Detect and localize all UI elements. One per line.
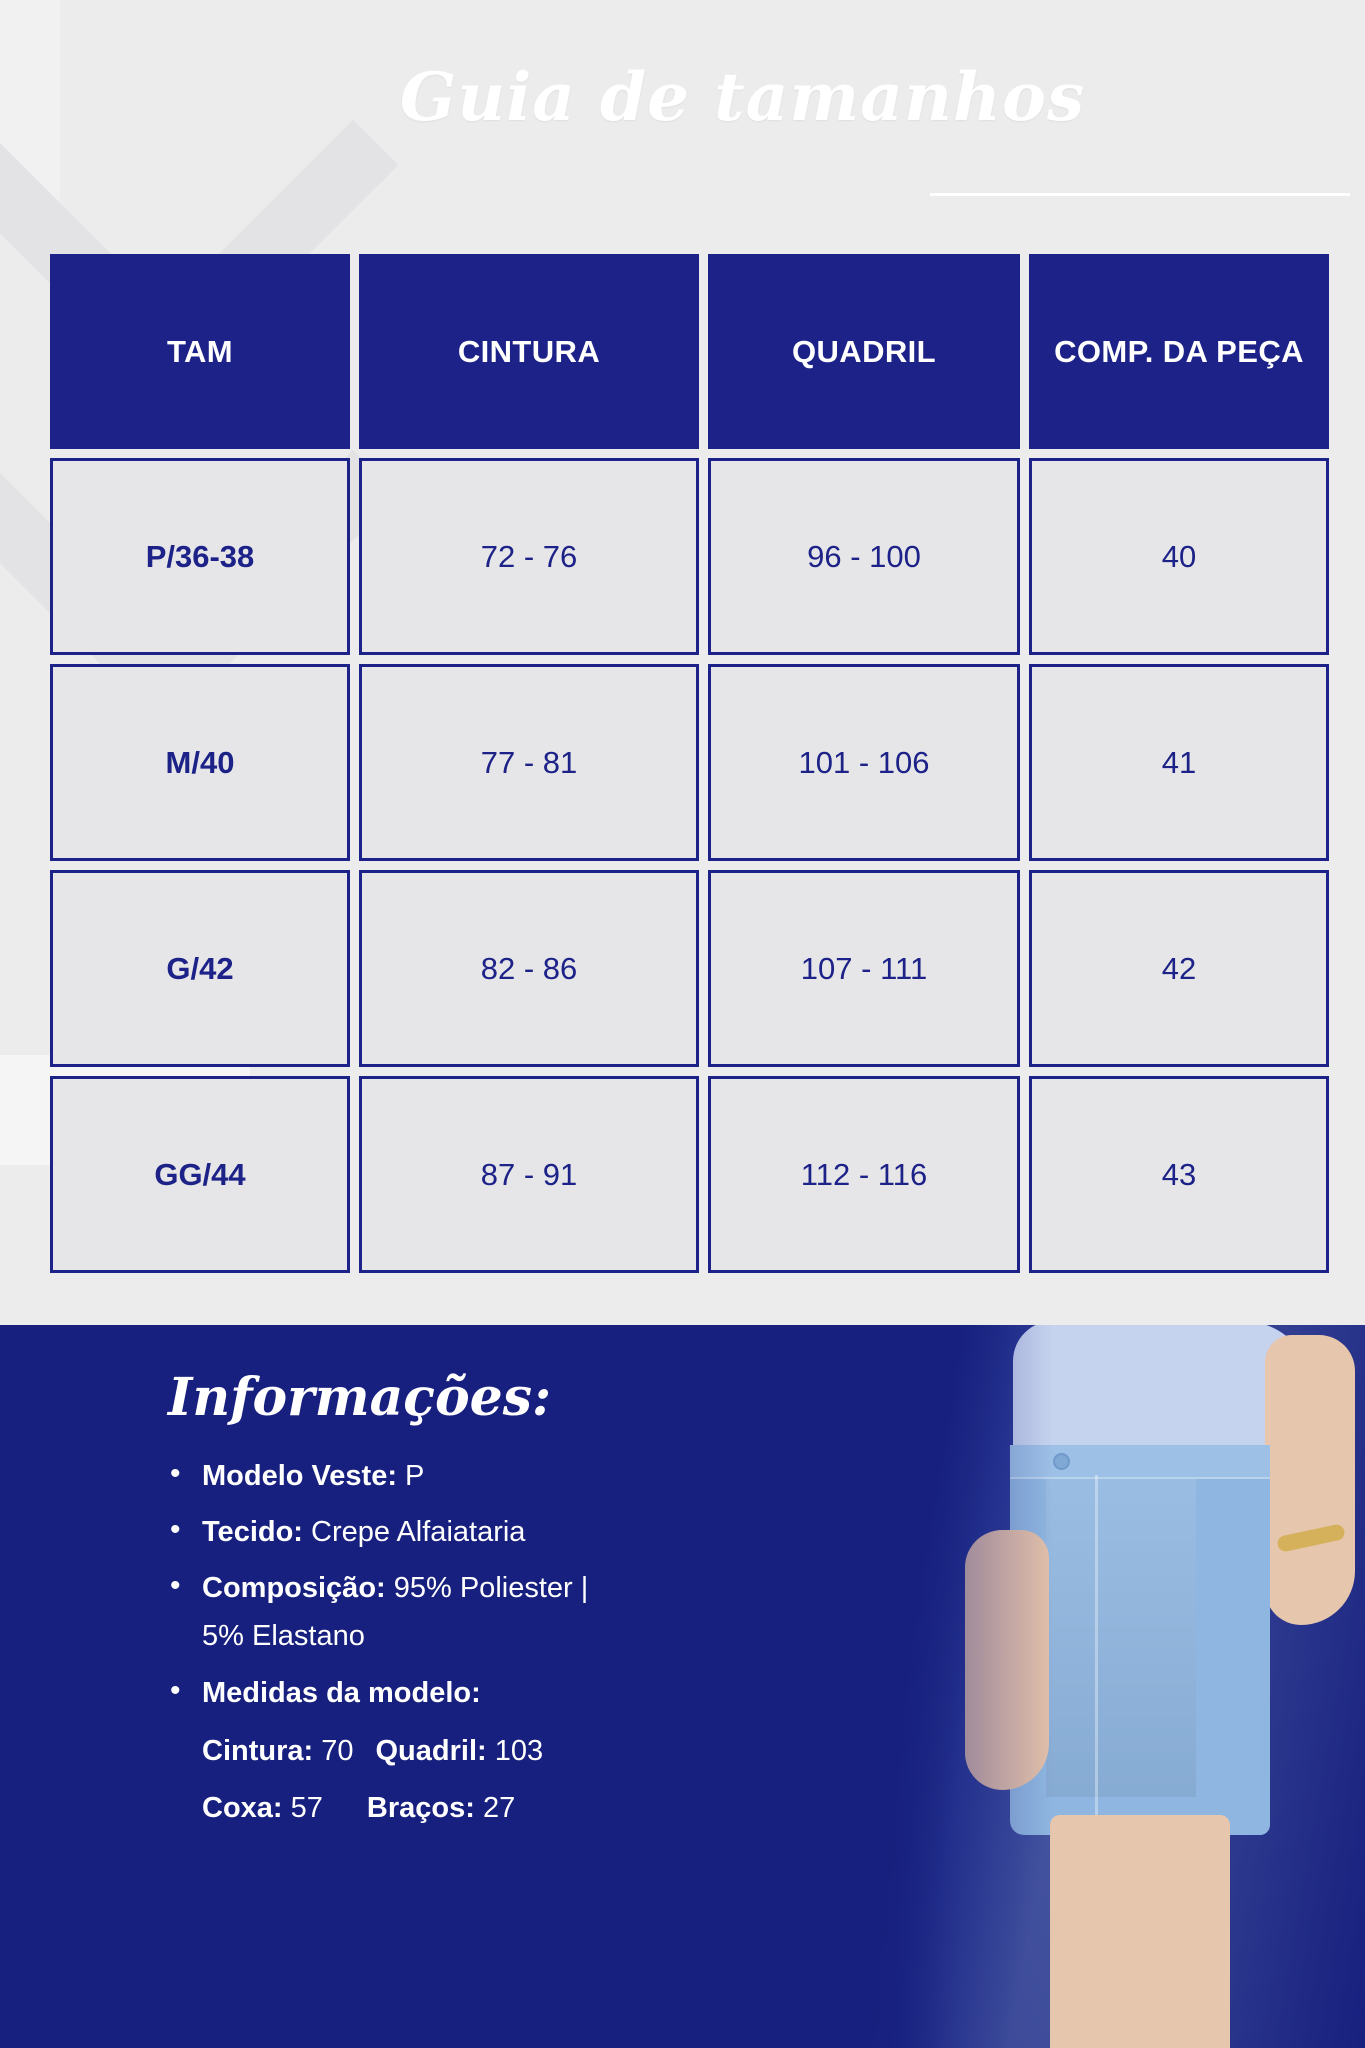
column-header-comp: COMP. DA PEÇA xyxy=(1029,254,1329,449)
measure-row-2 xyxy=(202,1792,828,1825)
cell-comp: 43 xyxy=(1029,1076,1329,1273)
label-quadril: Quadril: xyxy=(375,1735,487,1767)
label-medidas-modelo: Medidas da modelo: xyxy=(202,1677,481,1709)
information-list xyxy=(168,1462,828,1849)
table-header-row xyxy=(50,254,1329,449)
cell-cintura: 82 - 86 xyxy=(359,870,699,1067)
photo-fade-overlay xyxy=(845,1325,1365,2048)
cell-quadril: 107 - 111 xyxy=(708,870,1020,1067)
column-header-cintura: CINTURA xyxy=(359,254,699,449)
cell-cintura: 77 - 81 xyxy=(359,664,699,861)
cell-comp: 40 xyxy=(1029,458,1329,655)
table-row xyxy=(50,870,1329,1067)
cell-tam: GG/44 xyxy=(50,1076,350,1273)
value-coxa: 57 xyxy=(290,1792,323,1824)
label-composicao: Composição: xyxy=(202,1572,386,1604)
cell-comp: 42 xyxy=(1029,870,1329,1067)
value-quadril: 103 xyxy=(494,1735,544,1767)
cell-comp: 41 xyxy=(1029,664,1329,861)
list-item-composicao xyxy=(168,1574,828,1603)
value-cintura: 70 xyxy=(321,1735,354,1767)
value-modelo-veste: P xyxy=(397,1460,425,1492)
table-row xyxy=(50,1076,1329,1273)
cell-tam: P/36-38 xyxy=(50,458,350,655)
title-divider xyxy=(930,193,1350,196)
value-bracos: 27 xyxy=(482,1792,516,1824)
cell-cintura: 87 - 91 xyxy=(359,1076,699,1273)
cell-quadril: 96 - 100 xyxy=(708,458,1020,655)
size-table xyxy=(41,245,1338,1282)
list-item-tecido xyxy=(168,1518,828,1547)
cell-tam: G/42 xyxy=(50,870,350,1067)
cell-cintura: 72 - 76 xyxy=(359,458,699,655)
label-cintura: Cintura: xyxy=(202,1735,314,1767)
value-composicao: 95% Poliester | xyxy=(385,1572,589,1604)
page-title: Guia de tamanhos xyxy=(399,58,1086,136)
measure-row-1 xyxy=(202,1735,828,1768)
model-photo xyxy=(845,1325,1365,2048)
column-header-quadril: QUADRIL xyxy=(708,254,1020,449)
information-title: Informações: xyxy=(168,1367,552,1428)
label-tecido: Tecido: xyxy=(202,1516,303,1548)
table-row xyxy=(50,458,1329,655)
value-tecido: Crepe Alfaiataria xyxy=(302,1516,526,1548)
list-item-modelo-veste xyxy=(168,1462,828,1491)
label-coxa: Coxa: xyxy=(202,1792,283,1824)
column-header-tam: TAM xyxy=(50,254,350,449)
size-table-wrapper xyxy=(41,245,1313,1282)
label-bracos: Braços: xyxy=(366,1792,475,1824)
composicao-second-line: 5% Elastano xyxy=(202,1620,365,1652)
list-item-medidas-modelo xyxy=(168,1679,828,1708)
cell-quadril: 101 - 106 xyxy=(708,664,1020,861)
table-row xyxy=(50,664,1329,861)
label-modelo-veste: Modelo Veste: xyxy=(202,1460,397,1492)
cell-tam: M/40 xyxy=(50,664,350,861)
cell-quadril: 112 - 116 xyxy=(708,1076,1020,1273)
